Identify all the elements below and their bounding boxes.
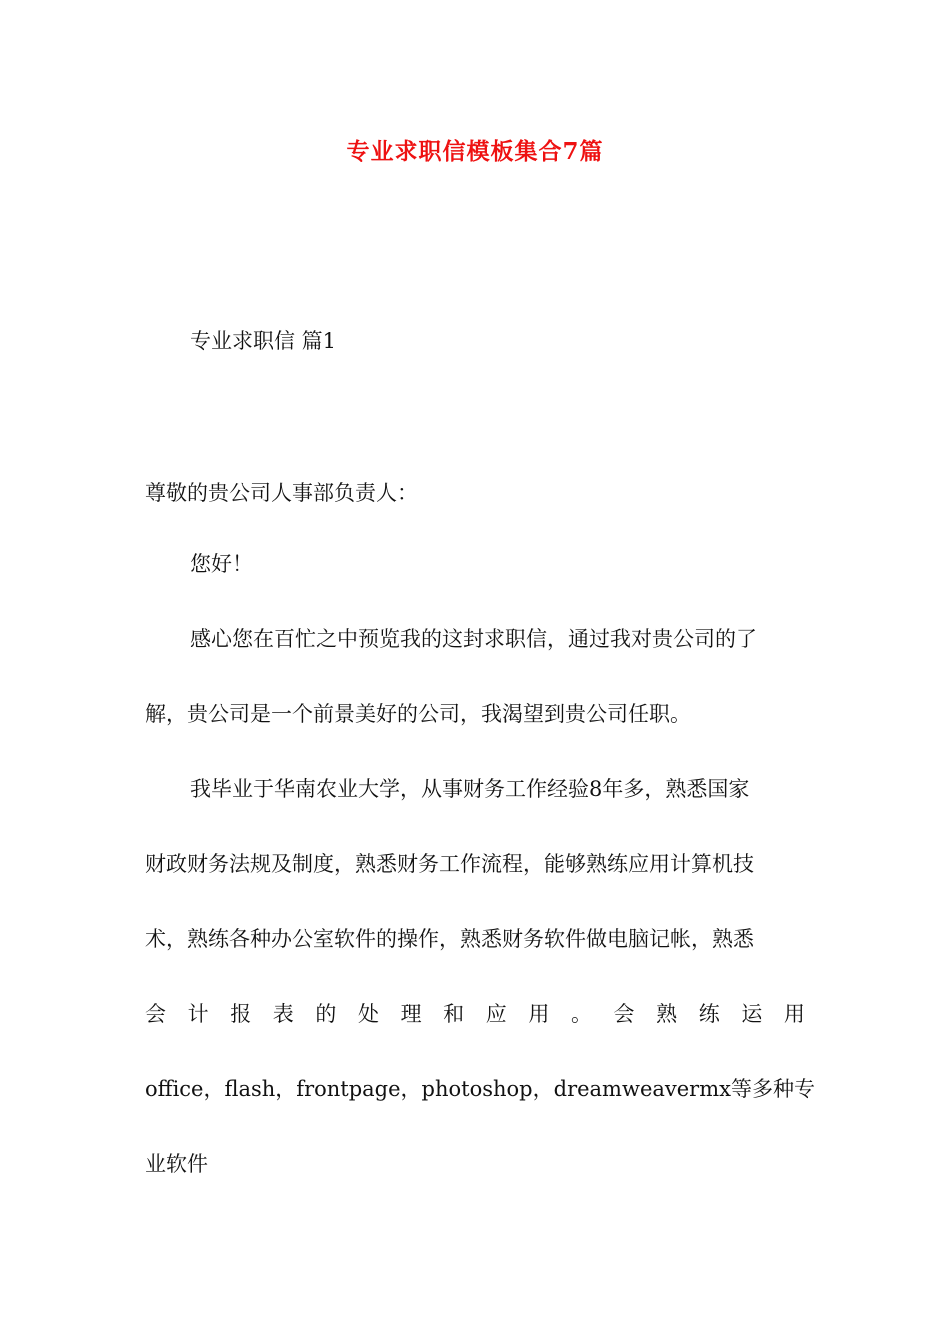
justified-char: 会 — [145, 1002, 166, 1026]
body-line: 解，贵公司是一个前景美好的公司，我渴望到贵公司任职。 — [145, 702, 691, 726]
justified-char: 的 — [315, 1002, 337, 1026]
body-line: office，flash，frontpage，photoshop，dreamweavermx等多种专 — [145, 1077, 815, 1101]
justified-char: 理 — [400, 1002, 422, 1026]
body-line-justified — [145, 996, 805, 1032]
justified-char: 。 — [570, 1002, 592, 1026]
salutation: 尊敬的贵公司人事部负责人： — [145, 481, 418, 505]
justified-char: 练 — [698, 1002, 720, 1026]
justified-char: 计 — [187, 1002, 209, 1026]
document-title: 专业求职信模板集合7篇 — [346, 138, 604, 165]
justified-char: 用 — [783, 1002, 805, 1026]
section-heading: 专业求职信 篇1 — [190, 329, 337, 353]
justified-char: 用 — [528, 1002, 550, 1026]
body-line: 业软件 — [145, 1152, 208, 1176]
greeting: 您好！ — [190, 552, 253, 576]
body-line: 术，熟练各种办公室软件的操作，熟悉财务软件做电脑记帐，熟悉 — [145, 927, 754, 951]
justified-char: 和 — [443, 1002, 465, 1026]
justified-char: 表 — [272, 1002, 294, 1026]
justified-char: 处 — [357, 1002, 379, 1026]
justified-char: 应 — [485, 1002, 507, 1026]
body-line: 财政财务法规及制度，熟悉财务工作流程，能够熟练应用计算机技 — [145, 852, 754, 876]
justified-char: 会 — [613, 1002, 635, 1026]
body-line: 我毕业于华南农业大学，从事财务工作经验8年多，熟悉国家 — [190, 777, 750, 801]
justified-char: 熟 — [656, 1002, 678, 1026]
justified-char: 报 — [230, 1002, 252, 1026]
justified-char: 运 — [741, 1002, 763, 1026]
body-line: 感心您在百忙之中预览我的这封求职信，通过我对贵公司的了 — [190, 627, 757, 651]
